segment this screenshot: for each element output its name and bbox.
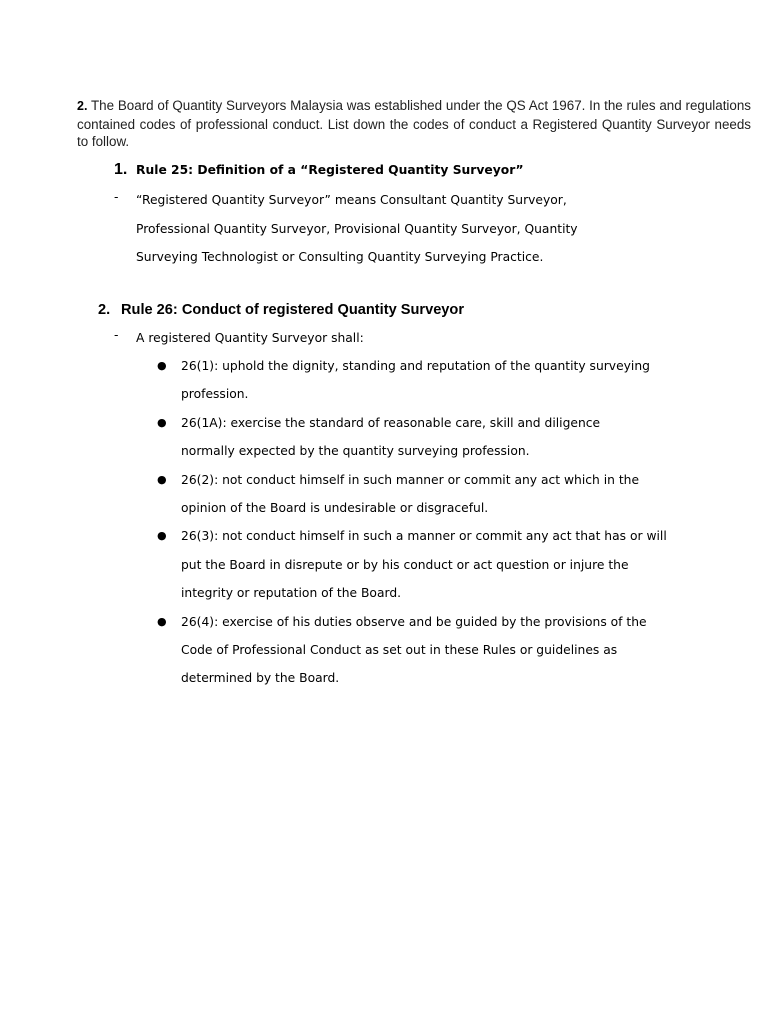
- list-item-line: integrity or reputation of the Board.: [181, 586, 402, 601]
- rule-25-definition-line: “Registered Quantity Surveyor” means Consultant Quantity Surveyor,: [136, 193, 567, 207]
- bullet-icon: ●: [157, 415, 167, 429]
- rule-26-dash: -: [114, 328, 119, 342]
- list-item-line: profession.: [181, 387, 249, 402]
- question-text: The Board of Quantity Surveyors Malaysia was established under the QS Act 1967. In the rules and regulations contained codes of professional conduct. List down the codes of conduct a Registered Quantity Surveyor needs to follow.: [77, 98, 751, 149]
- list-item-line: 26(3): not conduct himself in such a manner or commit any act that has or will: [181, 529, 667, 544]
- list-item-line: 26(1): uphold the dignity, standing and reputation of the quantity surveying: [181, 359, 650, 373]
- rule-25-title: Rule 25: Definition of a “Registered Quantity Surveyor”: [136, 163, 524, 177]
- list-item-line: 26(4): exercise of his duties observe and be guided by the provisions of the: [181, 614, 647, 629]
- bullet-icon: ●: [157, 359, 167, 372]
- bullet-icon: ●: [157, 614, 167, 628]
- list-item: [157, 352, 677, 409]
- rule-25-definition: [136, 186, 616, 272]
- list-item-line: Code of Professional Conduct as set out in these Rules or guidelines as: [181, 643, 618, 658]
- rule-25-definition-line: Surveying Technologist or Consulting Quantity Surveying Practice.: [136, 250, 544, 265]
- rule-26-intro: A registered Quantity Surveyor shall:: [136, 331, 364, 345]
- list-item: [157, 466, 677, 523]
- list-item-line: opinion of the Board is undesirable or disgraceful.: [181, 501, 489, 516]
- list-item: [157, 608, 677, 693]
- rule-26-list: [157, 352, 677, 693]
- list-item: [157, 522, 677, 607]
- bullet-icon: ●: [157, 472, 167, 486]
- rule-26-heading: [98, 298, 464, 322]
- rule-25-definition-line: Professional Quantity Surveyor, Provisional Quantity Surveyor, Quantity: [136, 221, 578, 236]
- list-item-line: 26(1A): exercise the standard of reasonable care, skill and diligence: [181, 415, 601, 430]
- question-paragraph: [77, 97, 751, 151]
- rule-25-number: 1.: [114, 161, 128, 178]
- list-item-line: put the Board in disrepute or by his conduct or act question or injure the: [181, 557, 629, 572]
- list-item-line: normally expected by the quantity surveying profession.: [181, 444, 530, 459]
- rule-25-heading: [114, 158, 524, 182]
- rule-26-title: Rule 26: Conduct of registered Quantity Surveyor: [121, 302, 465, 318]
- list-item-line: 26(2): not conduct himself in such manner or commit any act which in the: [181, 472, 640, 487]
- question-number: 2.: [77, 99, 88, 113]
- rule-25-dash: -: [114, 190, 119, 204]
- list-item: [157, 409, 677, 466]
- list-item-line: determined by the Board.: [181, 671, 340, 686]
- bullet-icon: ●: [157, 529, 167, 543]
- rule-26-number: 2.: [98, 302, 111, 318]
